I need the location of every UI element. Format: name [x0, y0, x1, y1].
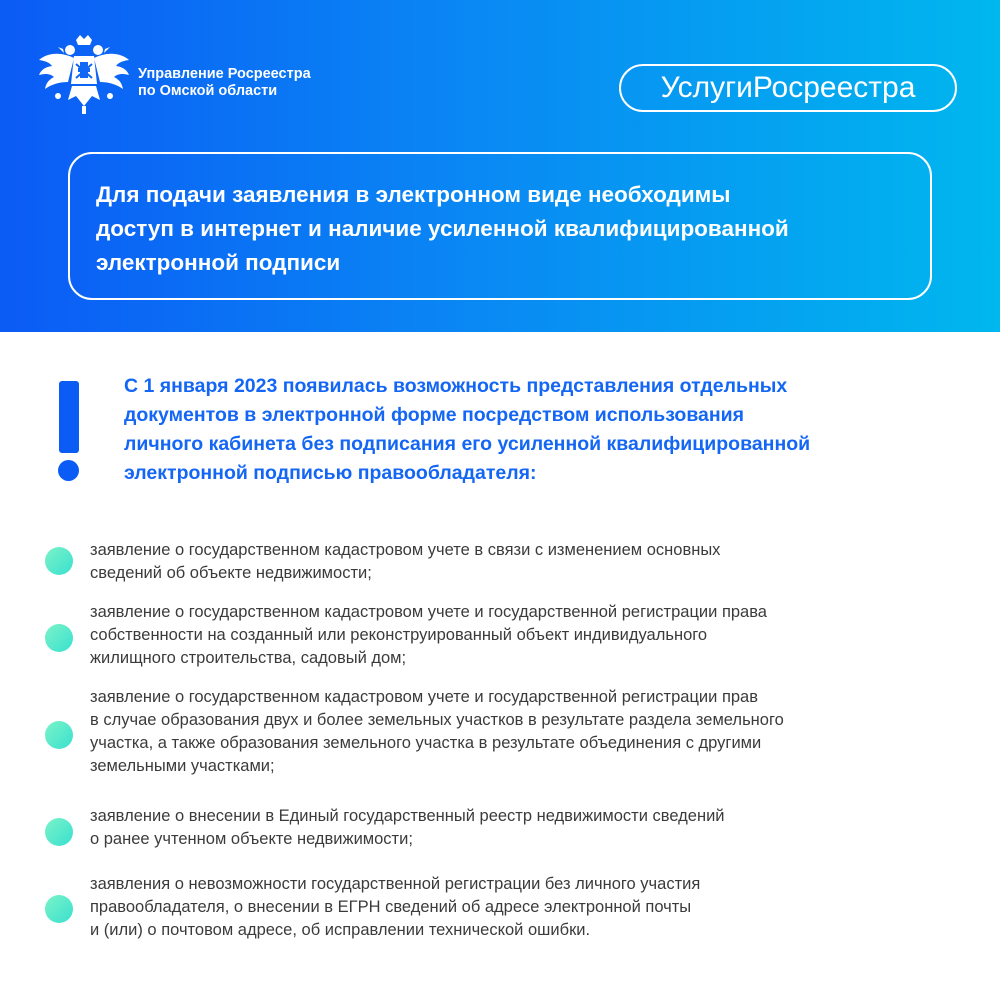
- header-banner: [0, 0, 1000, 332]
- list-item-line: о ранее учтенном объекте недвижимости;: [90, 830, 413, 848]
- notice-line: электронной подписью правообладателя:: [124, 462, 537, 484]
- exclamation-dot: [58, 460, 79, 481]
- list-item: [90, 873, 980, 942]
- bullet-dot-icon: [45, 547, 73, 575]
- bullet-dot-icon: [45, 721, 73, 749]
- list-item-line: в случае образования двух и более земельных участков в результате раздела земельного: [90, 711, 784, 729]
- bullet-dot-icon: [45, 624, 73, 652]
- list-item-line: собственности на созданный или реконструированный объект индивидуального: [90, 626, 708, 644]
- headline-line: электронной подписи: [96, 250, 341, 275]
- list-item-line: заявление о государственном кадастровом учете и государственной регистрации права: [90, 603, 767, 621]
- organization-name-line: Управление Росреестра: [138, 66, 311, 82]
- list-item-line: сведений об объекте недвижимости;: [90, 564, 372, 582]
- bullet-dot-icon: [45, 818, 73, 846]
- services-tag-pill: [619, 64, 957, 112]
- list-item-line: правообладателя, о внесении в ЕГРН сведений об адресе электронной почты: [90, 898, 692, 916]
- notice-text: [124, 372, 984, 488]
- list-item: [90, 601, 980, 670]
- list-item-line: заявления о невозможности государственной регистрации без личного участия: [90, 875, 701, 893]
- list-item-line: участка, а также образования земельного участка в результате объединения с другими: [90, 734, 762, 752]
- organization-name-line: по Омской области: [138, 83, 278, 99]
- list-item: [90, 805, 980, 851]
- list-item: [90, 539, 980, 585]
- list-item-line: и (или) о почтовом адресе, об исправлении технической ошибки.: [90, 921, 591, 939]
- exclamation-bar: [59, 381, 79, 453]
- bullet-dot-icon: [45, 895, 73, 923]
- headline-line: доступ в интернет и наличие усиленной квалифицированной: [96, 216, 789, 241]
- list-item-line: заявление о государственном кадастровом учете в связи с изменением основных: [90, 541, 721, 559]
- notice-line: личного кабинета без подписания его усиленной квалифицированной: [124, 433, 811, 455]
- list-item-line: заявление о государственном кадастровом учете и государственной регистрации прав: [90, 688, 758, 706]
- notice-line: документов в электронной форме посредством использования: [124, 404, 745, 426]
- services-tag-label: УслугиРосреестра: [660, 71, 916, 104]
- headline-line: Для подачи заявления в электронном виде необходимы: [96, 182, 731, 207]
- list-item-line: заявление о внесении в Единый государственный реестр недвижимости сведений: [90, 807, 725, 825]
- notice-line: С 1 января 2023 появилась возможность представления отдельных: [124, 375, 788, 397]
- list-item-line: жилищного строительства, садовый дом;: [90, 649, 407, 667]
- double-headed-eagle-emblem-icon: [36, 34, 132, 118]
- list-item-line: земельными участками;: [90, 757, 275, 775]
- headline-box: [68, 152, 932, 300]
- organization-name: [138, 66, 311, 100]
- list-item: [90, 686, 980, 778]
